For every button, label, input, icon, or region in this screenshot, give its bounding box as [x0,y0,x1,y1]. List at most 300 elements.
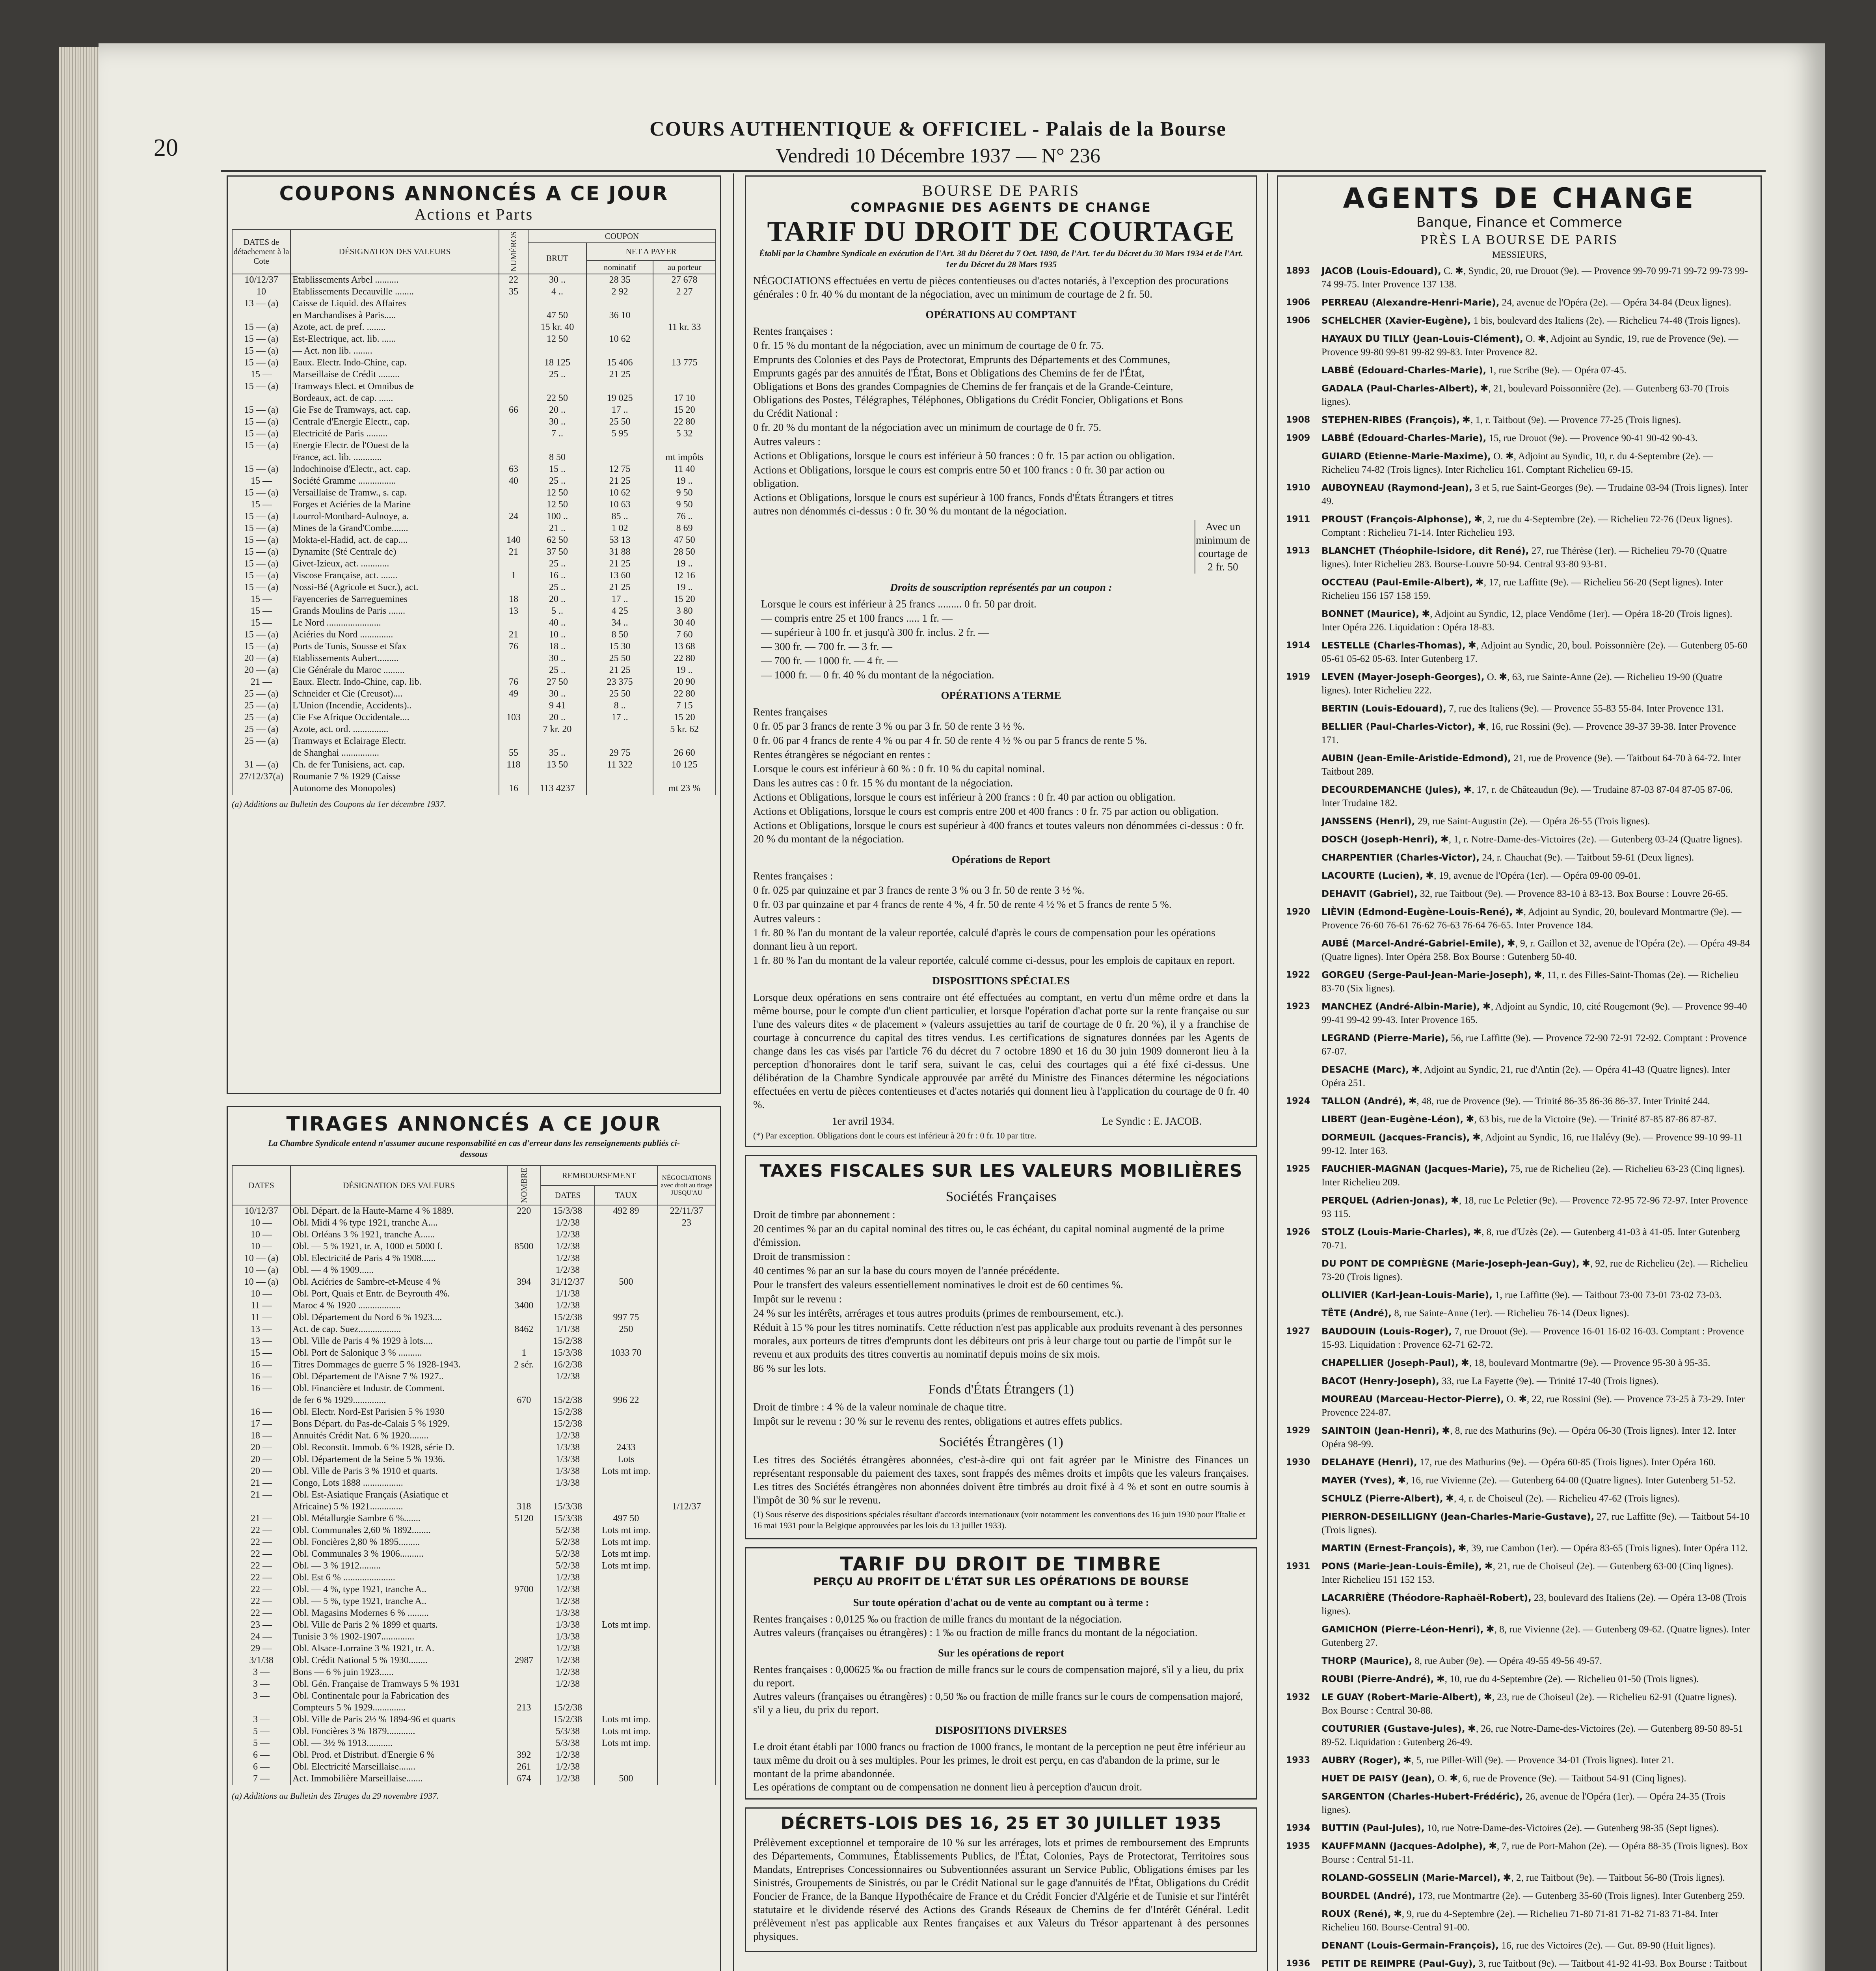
tirage-nego [657,1631,716,1643]
coupon-porteur [653,369,716,381]
tirage-nego [657,1643,716,1655]
list-item [1286,1456,1753,1469]
souscription-line: — 700 fr. — 1000 fr. — 4 fr. — [761,655,898,667]
coupons-col-net: NET A PAYER [586,243,716,261]
tirage-taux [595,1690,657,1702]
agent-details: ✱, 1, r. Taitbout (9e). — Provence 77-25 (Trois lignes). [1462,415,1681,425]
table-row [232,582,716,594]
table-row [232,1253,716,1265]
tirage-nombre: 9700 [507,1584,541,1596]
tirage-remb-date: 5/2/38 [541,1548,595,1560]
tirage-nombre: 261 [507,1761,541,1773]
agent-name: DOSCH (Joseph-Henri), [1321,835,1438,845]
table-row [232,286,716,298]
courtage-comptant-title: OPÉRATIONS AU COMPTANT [925,309,1077,320]
tirage-nego [657,1761,716,1773]
coupon-designation: Ch. de fer Tunisiens, act. cap. [290,759,499,771]
tirage-taux [595,1336,657,1347]
coupon-date: 15 — (a) [232,535,290,546]
list-item [1286,1356,1753,1370]
tirage-date: 22 — [232,1525,290,1537]
tirage-designation: Obl. Midi 4 % type 1921, tranche A.... [290,1217,507,1229]
tirage-remb-date: 1/2/38 [541,1667,595,1679]
tirage-designation: Africaine) 5 % 1921.............. [290,1501,507,1513]
list-item [1286,869,1753,883]
agent-year: 1936 [1286,1959,1310,1969]
list-item [1286,1790,1753,1817]
table-row [232,629,716,641]
agent-name: SCHULZ (Pierre-Albert), [1321,1494,1443,1504]
agent-year: 1923 [1286,1002,1310,1012]
agent-details: 7, rue Drouot (9e). — Provence 16-01 16-02 16-03. Comptant : Provence 15-93. Liquidation : Provence 62-71 62-72. [1321,1326,1744,1350]
tirage-remb-date: 1/2/38 [541,1584,595,1596]
tirage-date: 3/1/38 [232,1655,290,1667]
publication-title: COURS AUTHENTIQUE & OFFICIEL - Palais de la Bourse [650,118,1226,140]
coupon-nominatif: 10 63 [586,499,653,511]
agent-name: MANCHEZ (André-Albin-Marie), [1321,1002,1480,1012]
agent-name: CHARPENTIER (Charles-Victor), [1321,853,1480,863]
coupon-designation: Versaillaise de Tramw., s. cap. [290,487,499,499]
tirage-taux [595,1407,657,1418]
tirage-nombre [507,1407,541,1418]
coupon-porteur: 28 50 [653,546,716,558]
table-row [232,1738,716,1749]
list-item [1286,1871,1753,1885]
coupon-nominatif: 17 .. [586,594,653,605]
column-coupons-tirages [227,175,721,1971]
coupon-brut: 25 .. [528,582,586,594]
agent-details: 26, avenue de l'Opéra (1er). — Opéra 24-35 (Trois lignes). [1321,1791,1725,1815]
table-row [232,712,716,724]
coupon-numero [499,310,528,322]
coupon-brut: 16 .. [528,570,586,582]
courtage-intro: Établi par la Chambre Syndicale en exécution de l'Art. 38 du Décret du 7 Oct. 1890, de l'Art. 1er du Décret du 30 Mars 1934 et de l'Art. 1er du Décret du 28 Mars 1935 [759,248,1243,269]
tirage-designation: Bons — 6 % juin 1923...... [290,1667,507,1679]
coupon-brut: 7 kr. 20 [528,724,586,736]
tirage-designation: Obl. Electricité Marseillaise....... [290,1761,507,1773]
coupon-date [232,310,290,322]
agent-details: ✱, 21, boulevard Poissonnière (2e). — Gutenberg 63-70 (Trois lignes). [1321,383,1729,407]
tirage-nego [657,1513,716,1525]
table-row [232,783,716,795]
tirage-taux [595,1489,657,1501]
coupon-date: 15 — (a) [232,322,290,333]
header-rule [221,170,1766,172]
coupon-porteur [653,345,716,357]
tirage-nombre: 3400 [507,1300,541,1312]
coupon-porteur: 19 .. [653,582,716,594]
coupon-designation: Schneider et Cie (Creusot).... [290,688,499,700]
coupon-porteur: 15 20 [653,404,716,416]
report-line: 0 fr. 03 par quinzaine et par 4 francs de rente 4 %, 4 fr. 50 de rente 4 ½ % et 5 francs de rente 5 %. [753,898,1172,910]
courtage-section [745,175,1257,1147]
tirage-remb-date: 1/2/38 [541,1229,595,1241]
agent-name: STEPHEN-RIBES (François), [1321,415,1460,425]
table-row [232,1702,716,1714]
table-row [232,452,716,464]
coupon-designation: Nossi-Bé (Agricole et Sucr.), act. [290,582,499,594]
souscription-line: — 1000 fr. — 0 fr. 40 % du montant de la négociation. [761,669,994,681]
tirage-taux: Lots mt imp. [595,1548,657,1560]
tirage-date: 5 — [232,1726,290,1738]
table-row [232,440,716,452]
taxes-etat-title: Fonds d'États Étrangers (1) [928,1382,1074,1397]
coupon-nominatif: 15 30 [586,641,653,653]
coupon-date: 15 — [232,369,290,381]
tirage-nego: 22/11/37 [657,1205,716,1217]
tirage-date: 16 — [232,1407,290,1418]
list-item [1286,1754,1753,1767]
coupon-brut: 20 .. [528,594,586,605]
coupon-designation: Etablissements Aubert......... [290,653,499,665]
coupon-brut: 15 .. [528,464,586,475]
souscription-line: — compris entre 25 et 100 francs ..... 1 fr. — [761,612,953,624]
tirage-nego [657,1572,716,1584]
tirage-nego [657,1584,716,1596]
tirage-remb-date: 31/12/37 [541,1276,595,1288]
tirage-date [232,1395,290,1407]
list-item [1286,1289,1753,1302]
tirage-designation: Obl. Département du Nord 6 % 1923.... [290,1312,507,1324]
tirage-designation: Obl. Département de l'Aisne 7 % 1927.. [290,1371,507,1383]
courtage-title: TARIF DU DROIT DE COURTAGE [767,216,1235,247]
coupon-designation: de Shanghai ................ [290,747,499,759]
terme-line: Rentes françaises [753,706,828,718]
coupon-date: 27/12/37(a) [232,771,290,783]
decrets-title: DÉCRETS-LOIS DES 16, 25 ET 30 JUILLET 1935 [780,1813,1222,1833]
tirages-col-designation: DÉSIGNATION DES VALEURS [290,1166,507,1205]
page-stack-edges [59,47,102,1971]
agent-details: 16, rue des Victoires (2e). — Gut. 89-90 (Huit lignes). [1501,1940,1716,1951]
coupon-designation: Cie Fse Afrique Occidentale.... [290,712,499,724]
courtage-souscription-lines [753,597,1249,682]
column-divider-2 [1267,173,1268,1971]
tirage-nombre [507,1430,541,1442]
table-row [232,558,716,570]
coupon-designation: Azote, act. de pref. ........ [290,322,499,333]
timbre-l1: Rentes françaises : 0,0125 ‰ ou fraction de mille francs du montant de la négociation. [753,1613,1122,1625]
tirage-designation: Obl. Ville de Paris 4 % 1929 à lots.... [290,1336,507,1347]
table-row [232,1761,716,1773]
terme-line: 0 fr. 06 par 4 francs de rente 4 % ou par 4 fr. 50 de rente 4 ½ % ou par 5 francs de rente 5 %. [753,734,1147,746]
tirage-date [232,1702,290,1714]
agent-details: ✱, 16, rue Rossini (9e). — Provence 39-37 39-38. Inter Provence 171. [1321,721,1736,745]
coupon-designation: Centrale d'Energie Electr., cap. [290,416,499,428]
list-item [1286,432,1753,445]
souscription-line: — supérieur à 100 fr. et jusqu'à 300 fr. inclus. 2 fr. — [761,626,989,638]
coupon-brut: 37 50 [528,546,586,558]
tirage-nombre [507,1608,541,1619]
tirage-designation: Obl. Gén. Française de Tramways 5 % 1931 [290,1679,507,1690]
tirage-nombre [507,1738,541,1749]
tirage-taux [595,1631,657,1643]
tirage-nombre [507,1572,541,1584]
coupon-designation: L'Union (Incendie, Accidents).. [290,700,499,712]
timbre-l2: Autres valeurs (françaises ou étrangères) : 1 ‰ ou fraction de mille francs du montant de la négociation. [753,1626,1198,1638]
list-item [1286,1226,1753,1252]
coupon-designation: Ports de Tunis, Sousse et Sfax [290,641,499,653]
tirage-remb-date: 1/1/38 [541,1288,595,1300]
coupon-designation: Est-Electrique, act. lib. ...... [290,333,499,345]
coupon-designation: Electricité de Paris ......... [290,428,499,440]
tirage-remb-date: 15/3/38 [541,1501,595,1513]
tirage-remb-date [541,1383,595,1395]
comptant-line: Actions et Obligations, lorsque le cours est supérieur à 100 francs, Fonds d'États Étrangers et titres autres non dénommés ci-dessus : 0 fr. 30 % du montant de la négociation. [753,492,1173,517]
coupon-nominatif [586,381,653,393]
table-row [232,1690,716,1702]
table-row [232,1667,716,1679]
tirage-taux: 492 89 [595,1205,657,1217]
coupon-date: 15 — (a) [232,333,290,345]
terme-line: 0 fr. 05 par 3 francs de rente 3 % ou par 3 fr. 50 de rente 3 ½ %. [753,720,1025,732]
agent-year: 1910 [1286,483,1310,493]
coupon-designation: Eaux. Electr. Indo-Chine, cap. [290,357,499,369]
list-item [1286,639,1753,666]
taxes-section [745,1155,1257,1539]
tirage-nombre [507,1312,541,1324]
tirage-nombre [507,1265,541,1276]
tirage-designation: Obl. Métallurgie Sambre 6 %....... [290,1513,507,1525]
coupon-porteur [653,771,716,783]
column-tarifs [745,175,1257,1971]
coupon-nominatif: 1 02 [586,523,653,535]
table-row [232,1608,716,1619]
tirage-nombre: 392 [507,1749,541,1761]
list-item [1286,1032,1753,1058]
tirage-nombre [507,1217,541,1229]
tirage-nombre: 8500 [507,1241,541,1253]
coupon-date: 15 — (a) [232,558,290,570]
tirage-taux [595,1288,657,1300]
coupon-designation: Mines de la Grand'Combe....... [290,523,499,535]
agent-year: 1929 [1286,1426,1310,1436]
coupon-porteur [653,440,716,452]
list-item [1286,607,1753,634]
tirage-taux [595,1761,657,1773]
agent-name: BOURDEL (André), [1321,1891,1416,1901]
list-item [1286,382,1753,409]
taxes-etr-text: Les titres des Sociétés étrangères abonnées, c'est-à-dire qui ont fait agréer par le Ministre des Finances un représentant responsable du paiement des taxes, sont frappés des mêmes droits et impôts que les valeurs françaises. Les titres des Sociétés étrangères non abonnées doivent être timbrés au droit fixé à 4 % et sont en outre soumis à l'impôt de 30 % sur le revenu. [753,1454,1249,1506]
coupon-nominatif: 19 025 [586,393,653,404]
table-row [232,357,716,369]
coupon-nominatif: 2 92 [586,286,653,298]
timbre-section [745,1547,1257,1800]
agent-name: ROUBI (Pierre-André), [1321,1674,1434,1684]
agent-year: 1919 [1286,672,1310,682]
tirage-remb-date: 5/3/38 [541,1738,595,1749]
list-item [1286,314,1753,328]
tirage-taux: 497 50 [595,1513,657,1525]
tirage-date: 10/12/37 [232,1205,290,1217]
agent-name: GUIARD (Etienne-Marie-Maxime), [1321,451,1491,462]
tirage-taux: Lots mt imp. [595,1466,657,1477]
agent-year: 1930 [1286,1457,1310,1467]
list-item [1286,544,1753,571]
tirage-nego: 23 [657,1217,716,1229]
tirage-designation: Obl. Orléans 3 % 1921, tranche A...... [290,1229,507,1241]
courtage-sign-date: 1er avril 1934. [832,1115,895,1127]
table-row [232,653,716,665]
souscription-line: — 300 fr. — 700 fr. — 3 fr. — [761,641,892,652]
coupon-porteur: 22 80 [653,416,716,428]
taxes-fr-line: Droit de transmission : [753,1250,851,1262]
list-item [1286,1560,1753,1587]
coupon-nominatif: 34 .. [586,617,653,629]
tirage-nego [657,1773,716,1785]
agent-details: ✱, 26, rue Notre-Dame-des-Victoires (2e). — Gutenberg 89-50 89-51 89-52. Liquidation : Gutenberg 26-49. [1321,1723,1743,1747]
tirage-nombre [507,1229,541,1241]
table-row [232,1336,716,1347]
table-row [232,1501,716,1513]
report-line: 1 fr. 80 % l'an du montant de la valeur reportée, calculé comme ci-dessus, pour les emplois de capitaux en report. [753,954,1235,966]
coupon-brut: 13 50 [528,759,586,771]
agent-name: AUBIN (Jean-Emile-Aristide-Edmond), [1321,753,1511,764]
list-item [1286,481,1753,508]
coupon-porteur: 22 80 [653,688,716,700]
tirage-designation: Obl. Crédit National 5 % 1930........ [290,1655,507,1667]
coupon-designation: Le Nord ....................... [290,617,499,629]
agent-name: SCHELCHER (Xavier-Eugène), [1321,316,1471,326]
coupon-designation: — Act. non lib. ........ [290,345,499,357]
tirage-nego [657,1253,716,1265]
timbre-l4: Autres valeurs (françaises ou étrangères) : 0,50 ‰ ou fraction de mille francs sur le cours de compensation majoré, s'il y a lieu, du prix du report. [753,1690,1243,1716]
agent-year: 1914 [1286,641,1310,650]
coupon-designation: France, act. lib. ............ [290,452,499,464]
coupon-brut: 100 .. [528,511,586,523]
tirage-date: 10 — [232,1217,290,1229]
list-item [1286,1939,1753,1952]
coupon-brut: 9 41 [528,700,586,712]
taxes-etat-line: Droit de timbre : 4 % de la valeur nominale de chaque titre. [753,1401,1007,1413]
table-row [232,1288,716,1300]
table-row [232,676,716,688]
courtage-signature [753,1114,1249,1128]
coupon-numero: 13 [499,605,528,617]
taxes-etr-title: Sociétés Étrangères (1) [939,1435,1063,1449]
agent-name: PROUST (François-Alphonse), [1321,514,1472,525]
coupon-nominatif: 4 25 [586,605,653,617]
tirage-nombre [507,1336,541,1347]
agent-details: 173, rue Montmartre (2e). — Gutenberg 35-60 (Trois lignes). Inter Gutenberg 259. [1418,1891,1745,1901]
coupon-numero [499,393,528,404]
tirage-nombre: 1 [507,1347,541,1359]
tirage-nombre [507,1548,541,1560]
coupon-date: 15 — (a) [232,487,290,499]
tirage-date: 3 — [232,1667,290,1679]
coupons-col-dates: DATES de détachement à la Cote [232,229,290,274]
tirage-nombre [507,1560,541,1572]
coupon-brut: 10 .. [528,629,586,641]
tirage-taux [595,1229,657,1241]
agent-details: ✱, 21, rue de Choiseul (2e). — Gutenberg 63-00 (Cinq lignes). Inter Richelieu 151 152 153. [1321,1561,1734,1585]
table-row [232,381,716,393]
agent-details: 23, boulevard des Italiens (2e). — Opéra 13-08 (Trois lignes). [1321,1593,1747,1617]
coupon-porteur: 13 68 [653,641,716,653]
comptant-line: Actions et Obligations, lorsque le cours est compris entre 50 et 100 francs : 0 fr. 30 par action ou obligation. [753,464,1165,489]
agent-details: ✱, 7, rue de Port-Mahon (2e). — Opéra 88-35 (Trois lignes). Box Bourse : Central 51-11. [1321,1841,1748,1865]
table-row [232,1229,716,1241]
agent-details: ✱, 11, r. des Filles-Saint-Thomas (2e). — Richelieu 83-70 (Six lignes). [1321,970,1739,994]
courtage-terme-title: OPÉRATIONS A TERME [941,689,1061,701]
coupon-brut: 5 .. [528,605,586,617]
list-item [1286,296,1753,309]
courtage-minimum-note: Avec un minimum de courtage de 2 fr. 50 [1195,520,1251,574]
tirage-designation: Obl. Communales 2,60 % 1892........ [290,1525,507,1537]
coupon-nominatif: 21 25 [586,369,653,381]
tirages-footnote: (a) Additions au Bulletin des Tirages du 29 novembre 1937. [232,1790,439,1801]
tirage-nego [657,1430,716,1442]
terme-line: Dans les autres cas : 0 fr. 15 % du montant de la négociation. [753,777,1013,789]
timbre-h2: Sur les opérations de report [938,1647,1064,1659]
tirage-nego [657,1548,716,1560]
tirages-col-negociations: NÉGOCIATIONS avec droit au tirage JUSQU'AU [657,1166,716,1205]
agent-details: 3 et 5, rue Saint-Georges (9e). — Trudaine 03-94 (Trois lignes). Inter 49. [1321,483,1748,507]
tirage-remb-date: 1/1/38 [541,1324,595,1336]
coupon-brut [528,345,586,357]
coupon-designation: Roumanie 7 % 1929 (Caisse [290,771,499,783]
tirage-remb-date: 15/2/38 [541,1702,595,1714]
tirage-remb-date [541,1690,595,1702]
tirage-remb-date: 1/3/38 [541,1454,595,1466]
coupon-porteur: 19 .. [653,665,716,676]
terme-line: Actions et Obligations, lorsque le cours est compris entre 200 et 400 francs : 0 fr. 75 par action ou obligation. [753,805,1219,817]
tirage-designation: Obl. Aciéries de Sambre-et-Meuse 4 % [290,1276,507,1288]
agents-list [1286,265,1753,1971]
tirage-nombre: 674 [507,1773,541,1785]
courtage-terme-lines [753,705,1249,846]
coupon-date: 15 — (a) [232,523,290,535]
table-row [232,475,716,487]
tirage-remb-date: 1/2/38 [541,1265,595,1276]
tirage-remb-date: 1/2/38 [541,1572,595,1584]
coupon-designation: Aciéries du Nord .............. [290,629,499,641]
coupon-porteur: 5 32 [653,428,716,440]
agent-name: OCCTEAU (Paul-Emile-Albert), [1321,578,1473,588]
report-line: Rentes françaises : [753,870,833,882]
tirage-remb-date: 1/2/38 [541,1773,595,1785]
coupon-porteur [653,310,716,322]
tirage-designation: Obl. — 5 % 1921, tr. A, 1000 et 5000 f. [290,1241,507,1253]
agent-details: O. ✱, 6, rue de Provence (9e). — Taitbout 54-91 (Cinq lignes). [1437,1773,1686,1784]
coupon-numero: 76 [499,641,528,653]
tirage-designation: Obl. Ville de Paris 2 % 1899 et quarts. [290,1619,507,1631]
agent-details: ✱, Adjoint au Syndic, 10, cité Rougemont (9e). — Provence 99-40 99-41 99-42 99-43. Inter Provence 165. [1321,1001,1747,1025]
list-item [1286,1194,1753,1221]
tirage-designation: Compteurs 5 % 1929.............. [290,1702,507,1714]
table-row [232,700,716,712]
tirage-designation: Obl. Financière et Industr. de Comment. [290,1383,507,1395]
list-item [1286,833,1753,846]
tirage-date: 3 — [232,1679,290,1690]
agent-details: ✱, 9, rue du 4-Septembre (2e). — Richelieu 71-80 71-81 71-82 71-83 71-84. Inter Richelieu 160. Bourse-Central 91-00. [1321,1909,1719,1933]
tirage-designation: Obl. Départ. de la Haute-Marne 4 % 1889. [290,1205,507,1217]
agents-messieurs: MESSIEURS, [1492,250,1547,260]
coupon-porteur: mt 23 % [653,783,716,795]
tirages-col-rdates: DATES [541,1185,595,1205]
coupon-brut [528,736,586,747]
coupon-nominatif: 5 95 [586,428,653,440]
list-item [1286,1113,1753,1126]
taxes-fr-line: 40 centimes % par an sur la base du cours moyen de l'année précédente. [753,1265,1060,1276]
tirage-date: 23 — [232,1619,290,1631]
table-row [232,1773,716,1785]
coupon-numero [499,416,528,428]
agent-name: MARTIN (Ernest-François), [1321,1543,1456,1554]
coupon-brut: 62 50 [528,535,586,546]
tirage-nombre: 8462 [507,1324,541,1336]
coupon-nominatif: 21 25 [586,558,653,570]
tirage-date: 21 — [232,1489,290,1501]
